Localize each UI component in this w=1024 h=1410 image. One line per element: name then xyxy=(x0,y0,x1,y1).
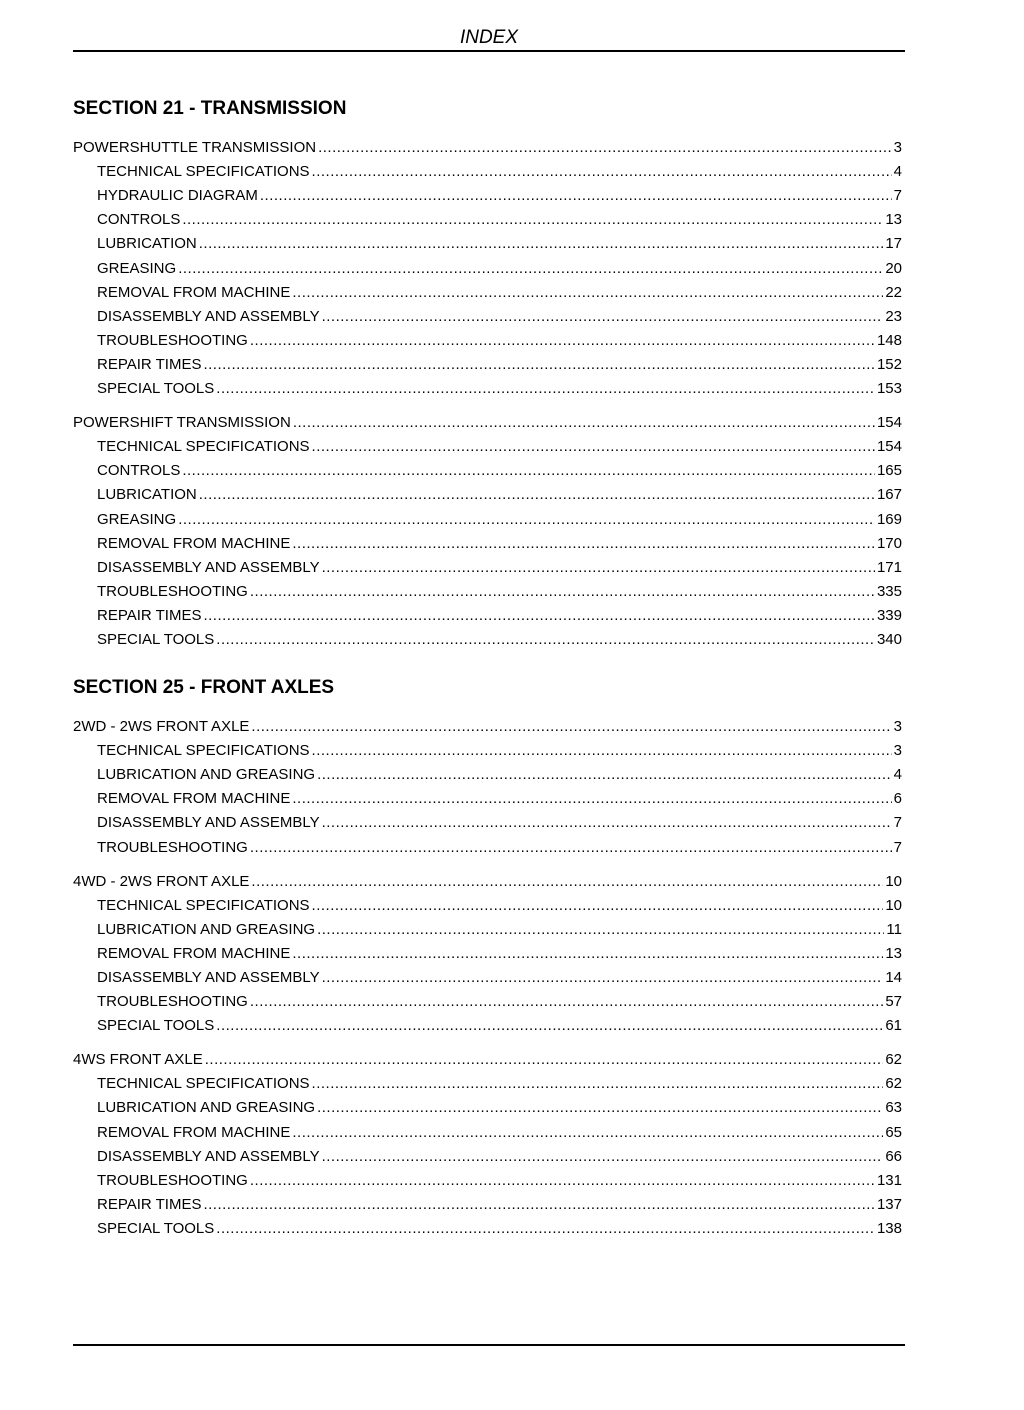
dot-leader xyxy=(293,414,875,432)
index-section xyxy=(73,676,902,1238)
index-subentry[interactable] xyxy=(73,1011,902,1035)
entry-label: REMOVAL FROM MACHINE xyxy=(97,283,291,301)
section-title: SECTION 25 - FRONT AXLES xyxy=(73,676,335,698)
index-subentry[interactable] xyxy=(73,915,902,939)
page-number: 3 xyxy=(893,718,902,736)
dot-leader xyxy=(317,921,884,939)
page-number: 23 xyxy=(885,307,902,325)
index-section xyxy=(73,97,902,649)
dot-leader xyxy=(203,356,875,374)
index-subentry[interactable] xyxy=(73,326,902,350)
dot-leader xyxy=(178,511,875,529)
entry-label: TECHNICAL SPECIFICATIONS xyxy=(97,163,310,181)
index-subentry[interactable] xyxy=(73,1069,902,1093)
entry-label: TROUBLESHOOTING xyxy=(97,582,248,600)
dot-leader xyxy=(216,1017,883,1035)
dot-leader xyxy=(292,945,883,963)
page-number: 65 xyxy=(885,1123,902,1141)
index-subentry[interactable] xyxy=(73,987,902,1011)
page-number: 4 xyxy=(893,766,902,784)
index-subentry[interactable] xyxy=(73,760,902,784)
dot-leader xyxy=(178,260,883,278)
dot-leader xyxy=(317,1099,883,1117)
dot-leader xyxy=(250,839,892,857)
index-subentry[interactable] xyxy=(73,374,902,398)
page-number: 3 xyxy=(893,139,902,157)
index-subentry[interactable] xyxy=(73,1166,902,1190)
index-entry[interactable] xyxy=(73,408,902,432)
dot-leader xyxy=(322,1148,884,1166)
entry-label: CONTROLS xyxy=(97,462,181,480)
dot-leader xyxy=(322,559,875,577)
page-number: 131 xyxy=(876,1171,902,1189)
index-subentry[interactable] xyxy=(73,1190,902,1214)
entry-label: POWERSHIFT TRANSMISSION xyxy=(73,414,291,432)
entry-label: SPECIAL TOOLS xyxy=(97,1219,215,1237)
dot-leader xyxy=(292,284,883,302)
entry-label: REMOVAL FROM MACHINE xyxy=(97,534,291,552)
page-number: 7 xyxy=(893,187,902,205)
dot-leader xyxy=(182,211,883,229)
index-group xyxy=(73,408,902,649)
entry-label: SPECIAL TOOLS xyxy=(97,380,215,398)
entry-label: 4WD - 2WS FRONT AXLE xyxy=(73,872,250,890)
index-subentry[interactable] xyxy=(73,736,902,760)
index-subentry[interactable] xyxy=(73,963,902,987)
dot-leader xyxy=(250,332,875,350)
page-number: 62 xyxy=(885,1051,902,1069)
dot-leader xyxy=(250,993,883,1011)
entry-label: SPECIAL TOOLS xyxy=(97,1017,215,1035)
dot-leader xyxy=(199,235,884,253)
dot-leader xyxy=(205,1051,884,1069)
index-subentry[interactable] xyxy=(73,891,902,915)
page-number: 66 xyxy=(885,1147,902,1165)
index-group xyxy=(73,1045,902,1238)
page-number: 20 xyxy=(885,259,902,277)
index-subentry[interactable] xyxy=(73,181,902,205)
page-number: 169 xyxy=(876,510,902,528)
dot-leader xyxy=(216,631,875,649)
page-number: 6 xyxy=(893,790,902,808)
dot-leader xyxy=(250,1172,875,1190)
entry-label: POWERSHUTTLE TRANSMISSION xyxy=(73,139,317,157)
index-subentry[interactable] xyxy=(73,601,902,625)
page-number: 171 xyxy=(876,558,902,576)
entry-label: 2WD - 2WS FRONT AXLE xyxy=(73,718,250,736)
dot-leader xyxy=(216,380,875,398)
index-subentry[interactable] xyxy=(73,577,902,601)
page-number: 153 xyxy=(876,380,902,398)
entry-label: LUBRICATION AND GREASING xyxy=(97,766,316,784)
entry-label: REPAIR TIMES xyxy=(97,1195,202,1213)
index-subentry[interactable] xyxy=(73,529,902,553)
page-number: 339 xyxy=(876,606,902,624)
index-entry[interactable] xyxy=(73,867,902,891)
page-number: 61 xyxy=(885,1017,902,1035)
section-title: SECTION 21 - TRANSMISSION xyxy=(73,98,347,119)
entry-label: LUBRICATION xyxy=(97,486,197,504)
index-group xyxy=(73,712,902,857)
page-number: 10 xyxy=(885,896,902,914)
header-rule xyxy=(73,50,905,52)
page-number: 154 xyxy=(876,414,902,432)
index-subentry[interactable] xyxy=(73,205,902,229)
page-number: 152 xyxy=(876,355,902,373)
page-number: 340 xyxy=(876,630,902,648)
entry-label: REMOVAL FROM MACHINE xyxy=(97,944,291,962)
page-number: 11 xyxy=(886,920,902,938)
entry-label: TECHNICAL SPECIFICATIONS xyxy=(97,896,310,914)
entry-label: SPECIAL TOOLS xyxy=(97,630,215,648)
entry-label: REPAIR TIMES xyxy=(97,606,202,624)
entry-label: GREASING xyxy=(97,259,177,277)
dot-leader xyxy=(292,1124,883,1142)
index-entry[interactable] xyxy=(73,133,902,157)
page-number: 13 xyxy=(885,211,902,229)
index-subentry[interactable] xyxy=(73,302,902,326)
dot-leader xyxy=(312,1075,884,1093)
entry-label: 4WS FRONT AXLE xyxy=(73,1051,203,1069)
index-subentry[interactable] xyxy=(73,1142,902,1166)
entry-label: TROUBLESHOOTING xyxy=(97,331,248,349)
dot-leader xyxy=(322,969,884,987)
entry-label: DISASSEMBLY AND ASSEMBLY xyxy=(97,558,320,576)
dot-leader xyxy=(292,790,891,808)
index-entry[interactable] xyxy=(73,1045,902,1069)
page-number: 7 xyxy=(893,838,902,856)
page-number: 62 xyxy=(885,1075,902,1093)
entry-label: CONTROLS xyxy=(97,211,181,229)
dot-leader xyxy=(318,139,892,157)
dot-leader xyxy=(251,718,891,736)
dot-leader xyxy=(251,873,883,891)
index-subentry[interactable] xyxy=(73,1214,902,1238)
page-number: 148 xyxy=(876,331,902,349)
index-subentry[interactable] xyxy=(73,1117,902,1141)
footer-rule xyxy=(73,1344,905,1346)
entry-label: GREASING xyxy=(97,510,177,528)
page-number: 7 xyxy=(893,814,902,832)
page-number: 335 xyxy=(876,582,902,600)
page-number: 138 xyxy=(876,1219,902,1237)
index-subentry[interactable] xyxy=(73,553,902,577)
entry-label: DISASSEMBLY AND ASSEMBLY xyxy=(97,969,320,986)
index-subentry[interactable] xyxy=(73,939,902,963)
entry-label: LUBRICATION xyxy=(97,235,197,253)
dot-leader xyxy=(199,486,875,504)
index-content xyxy=(73,97,902,1248)
dot-leader xyxy=(250,583,875,601)
entry-label: DISASSEMBLY AND ASSEMBLY xyxy=(97,814,320,832)
entry-label: REPAIR TIMES xyxy=(97,355,202,373)
entry-label: DISASSEMBLY AND ASSEMBLY xyxy=(97,307,320,325)
index-subentry[interactable] xyxy=(73,480,902,504)
entry-label: LUBRICATION AND GREASING xyxy=(97,920,316,938)
index-group xyxy=(73,867,902,1036)
entry-label: HYDRAULIC DIAGRAM xyxy=(97,187,258,205)
dot-leader xyxy=(203,607,875,625)
dot-leader xyxy=(203,1196,875,1214)
entry-label: TROUBLESHOOTING xyxy=(97,1171,248,1189)
dot-leader xyxy=(312,438,875,456)
page-title: INDEX xyxy=(459,27,519,48)
page-number: 10 xyxy=(885,872,902,890)
dot-leader xyxy=(322,814,892,832)
page-number: 57 xyxy=(885,993,902,1011)
entry-label: TECHNICAL SPECIFICATIONS xyxy=(97,1075,310,1093)
entry-label: DISASSEMBLY AND ASSEMBLY xyxy=(97,1147,320,1165)
index-subentry[interactable] xyxy=(73,456,902,480)
dot-leader xyxy=(312,897,884,915)
dot-leader xyxy=(322,308,884,326)
index-subentry[interactable] xyxy=(73,784,902,808)
dot-leader xyxy=(292,535,875,553)
page-number: 4 xyxy=(893,163,902,181)
index-subentry[interactable] xyxy=(73,253,902,277)
page-number: 3 xyxy=(893,742,902,760)
index-subentry[interactable] xyxy=(73,278,902,302)
index-subentry[interactable] xyxy=(73,432,902,456)
page-number: 167 xyxy=(876,486,902,504)
entry-label: TROUBLESHOOTING xyxy=(97,993,248,1011)
dot-leader xyxy=(260,187,892,205)
entry-label: TECHNICAL SPECIFICATIONS xyxy=(97,438,310,456)
dot-leader xyxy=(312,163,892,181)
entry-label: REMOVAL FROM MACHINE xyxy=(97,790,291,808)
index-subentry[interactable] xyxy=(73,157,902,181)
page-number: 22 xyxy=(885,283,902,301)
index-group xyxy=(73,133,902,398)
page-number: 63 xyxy=(885,1099,902,1117)
page-number: 13 xyxy=(885,944,902,962)
page-number: 17 xyxy=(885,235,902,253)
page-number: 137 xyxy=(876,1195,902,1213)
page-number: 165 xyxy=(876,462,902,480)
page-number: 14 xyxy=(885,969,902,986)
index-subentry[interactable] xyxy=(73,625,902,649)
index-subentry[interactable] xyxy=(73,808,902,832)
entry-label: TROUBLESHOOTING xyxy=(97,838,248,856)
index-subentry[interactable] xyxy=(73,832,902,856)
index-subentry[interactable] xyxy=(73,350,902,374)
entry-label: LUBRICATION AND GREASING xyxy=(97,1099,316,1117)
page-number: 154 xyxy=(876,438,902,456)
dot-leader xyxy=(317,766,892,784)
page-number: 170 xyxy=(876,534,902,552)
dot-leader xyxy=(216,1220,875,1238)
index-subentry[interactable] xyxy=(73,504,902,528)
index-subentry[interactable] xyxy=(73,1093,902,1117)
index-subentry[interactable] xyxy=(73,229,902,253)
index-entry[interactable] xyxy=(73,712,902,736)
dot-leader xyxy=(182,462,875,480)
dot-leader xyxy=(312,742,892,760)
entry-label: TECHNICAL SPECIFICATIONS xyxy=(97,742,310,760)
entry-label: REMOVAL FROM MACHINE xyxy=(97,1123,291,1141)
